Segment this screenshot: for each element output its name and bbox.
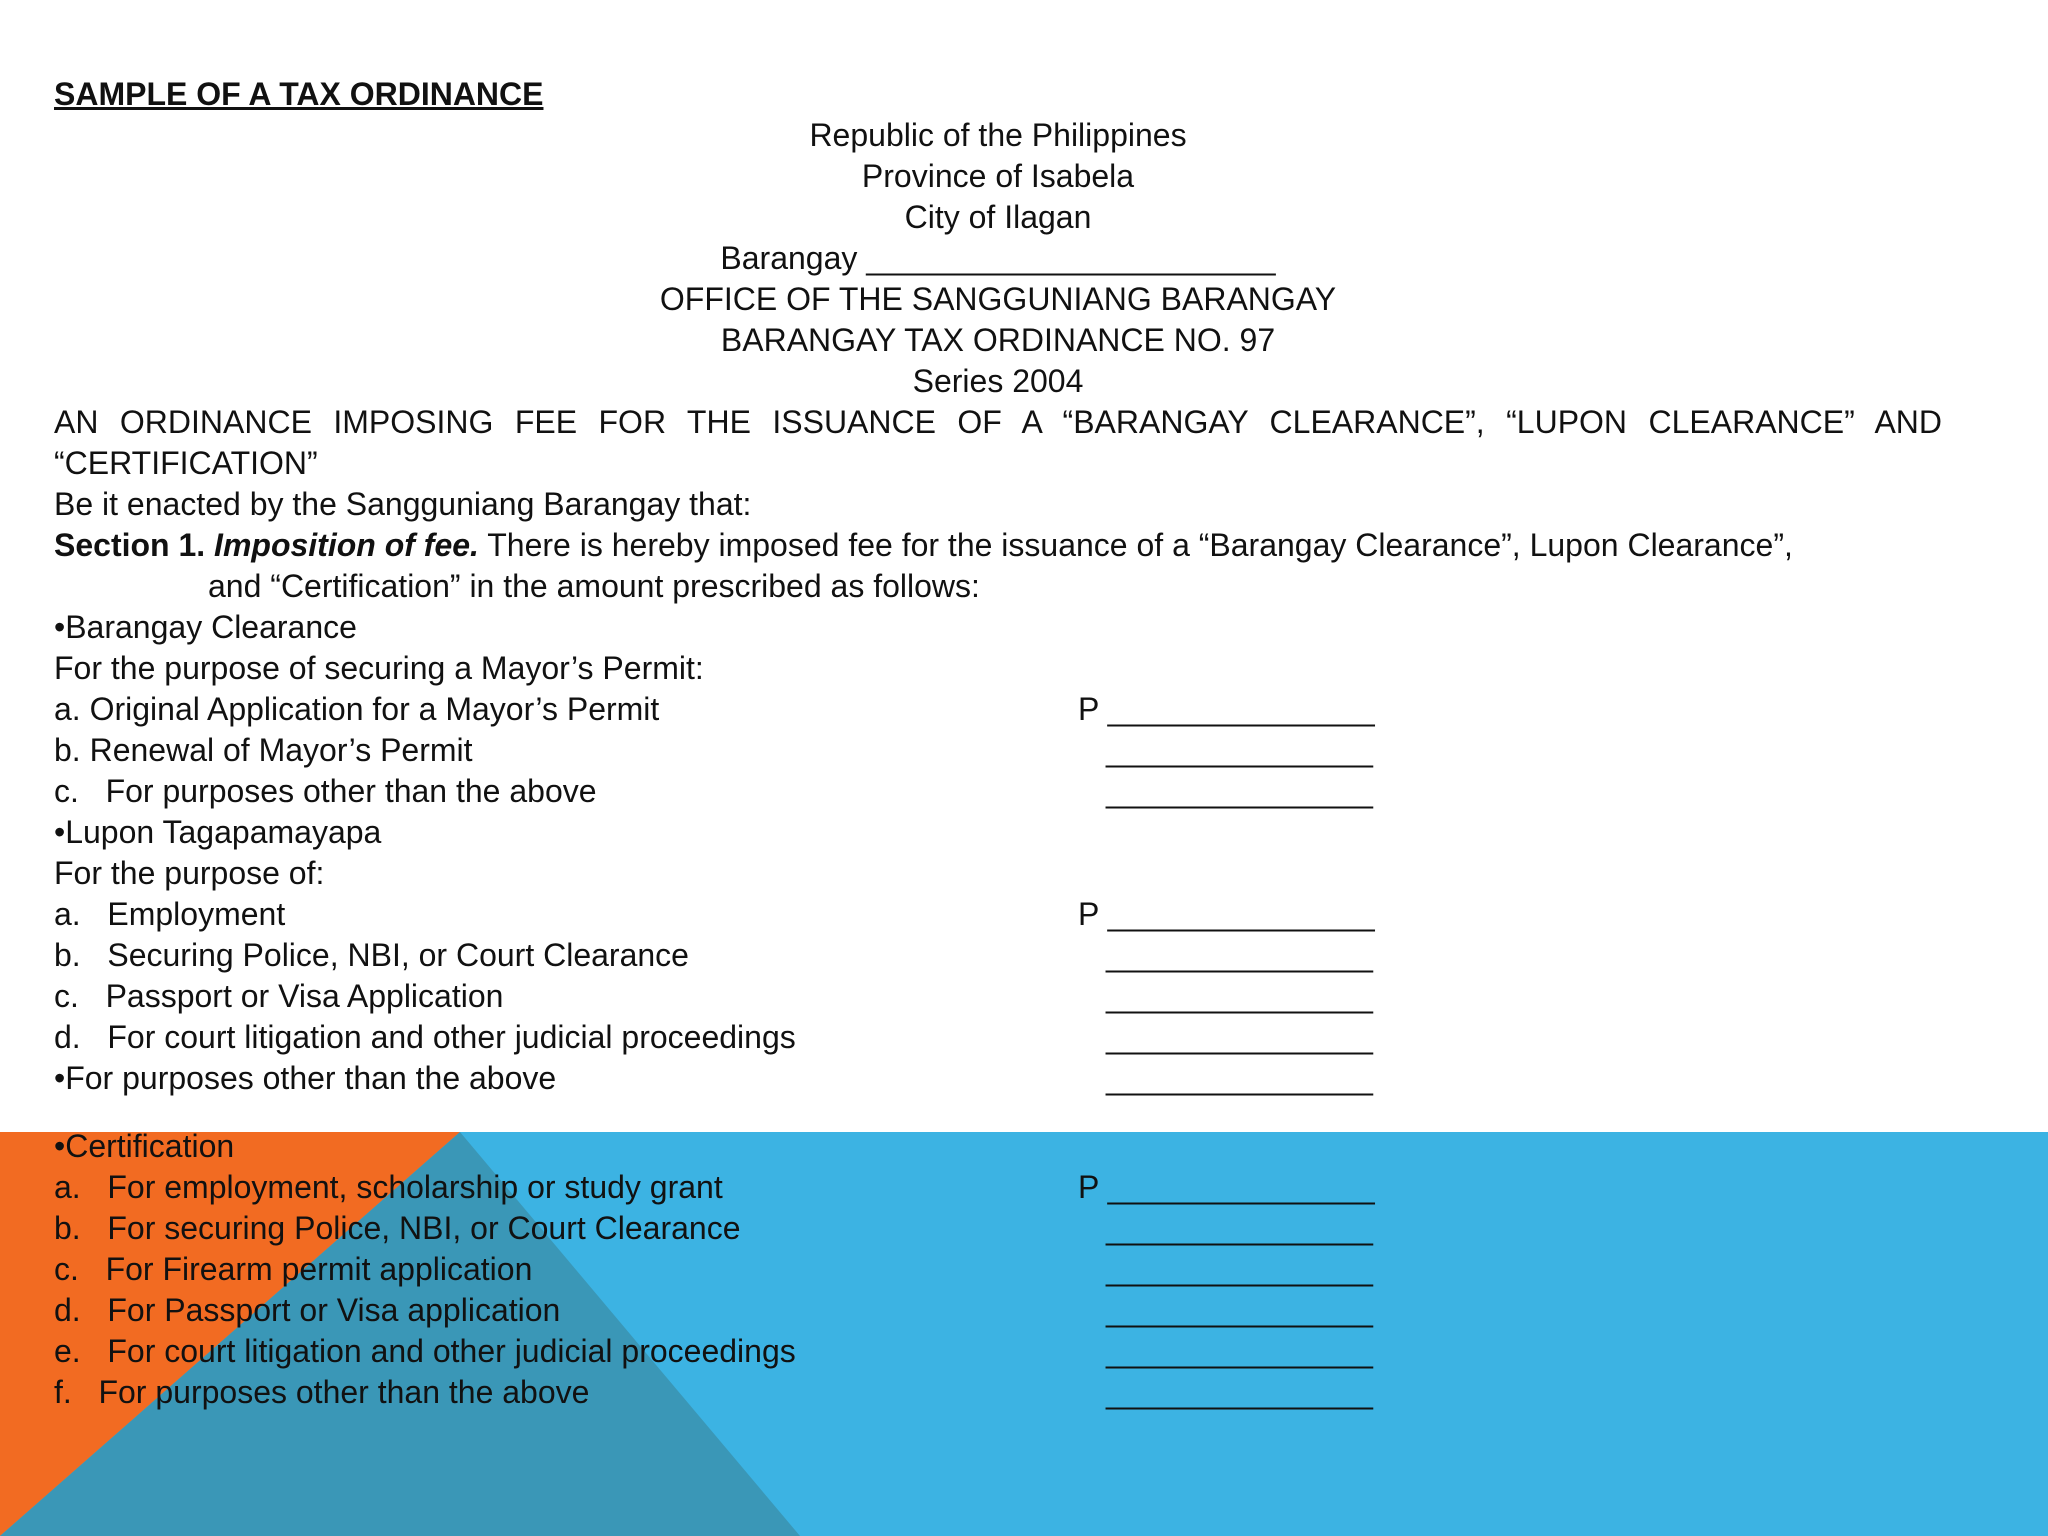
amount-blank: _______________ (1106, 1251, 1373, 1287)
header-city: City of Ilagan (904, 199, 1092, 235)
section-1-line-1 (54, 525, 1793, 565)
header-ordinance-number: BARANGAY TAX ORDINANCE NO. 97 (720, 322, 1276, 358)
list-item: c. Passport or Visa Application (54, 978, 504, 1014)
list-item: For the purpose of securing a Mayor’s Permit: (54, 650, 704, 686)
header-province: Province of Isabela (861, 158, 1135, 194)
amount-blank: _______________ (1106, 978, 1373, 1014)
list-item: •Certification (54, 1128, 235, 1164)
ordinance-title-line-2: “CERTIFICATION” (54, 445, 318, 481)
amount-blank: _______________ (1106, 1210, 1373, 1246)
amount-blank: P _______________ (1078, 691, 1375, 727)
header-republic: Republic of the Philippines (809, 117, 1187, 153)
list-item: b. Securing Police, NBI, or Court Clearance (54, 937, 689, 973)
section-text: There is hereby imposed fee for the issuance of a “Barangay Clearance”, Lupon Clearance”, (478, 527, 1793, 563)
amount-blank: _______________ (1106, 1292, 1373, 1328)
amount-blank: _______________ (1106, 773, 1373, 809)
header-barangay: Barangay _______________________ (720, 240, 1276, 276)
amount-blank: _______________ (1106, 732, 1373, 768)
list-item: a. Employment (54, 896, 286, 932)
amount-blank: _______________ (1106, 1060, 1373, 1096)
amount-blank: _______________ (1106, 937, 1373, 973)
list-item: d. For Passport or Visa application (54, 1292, 561, 1328)
list-item: e. For court litigation and other judicial proceedings (54, 1333, 796, 1369)
list-item: •Lupon Tagapamayapa (54, 814, 382, 850)
list-item: b. Renewal of Mayor’s Permit (54, 732, 473, 768)
amount-blank: P _______________ (1078, 1169, 1375, 1205)
ordinance-title-line-1: AN ORDINANCE IMPOSING FEE FOR THE ISSUANCE OF A “BARANGAY CLEARANCE”, “LUPON CLEARANCE” AND (54, 404, 1942, 440)
list-item: For the purpose of: (54, 855, 325, 891)
list-item: c. For Firearm permit application (54, 1251, 533, 1287)
document-title: SAMPLE OF A TAX ORDINANCE (54, 76, 544, 112)
list-item: a. For employment, scholarship or study grant (54, 1169, 723, 1205)
header-office: OFFICE OF THE SANGGUNIANG BARANGAY (659, 281, 1337, 317)
list-item: a. Original Application for a Mayor’s Permit (54, 691, 660, 727)
section-label: Section 1. (54, 527, 206, 563)
header-series: Series 2004 (912, 363, 1084, 399)
amount-blank: _______________ (1106, 1333, 1373, 1369)
amount-blank: P _______________ (1078, 896, 1375, 932)
section-heading: Imposition of fee. (214, 527, 479, 563)
list-item: f. For purposes other than the above (54, 1374, 590, 1410)
amount-blank: _______________ (1106, 1374, 1373, 1410)
list-item: •Barangay Clearance (54, 609, 357, 645)
list-item: d. For court litigation and other judicial proceedings (54, 1019, 796, 1055)
section-1-line-2: and “Certification” in the amount prescribed as follows: (208, 568, 980, 604)
list-item: •For purposes other than the above (54, 1060, 557, 1096)
amount-blank: _______________ (1106, 1019, 1373, 1055)
list-item: b. For securing Police, NBI, or Court Clearance (54, 1210, 741, 1246)
list-item: c. For purposes other than the above (54, 773, 597, 809)
enacting-clause: Be it enacted by the Sangguniang Barangay that: (54, 486, 752, 522)
